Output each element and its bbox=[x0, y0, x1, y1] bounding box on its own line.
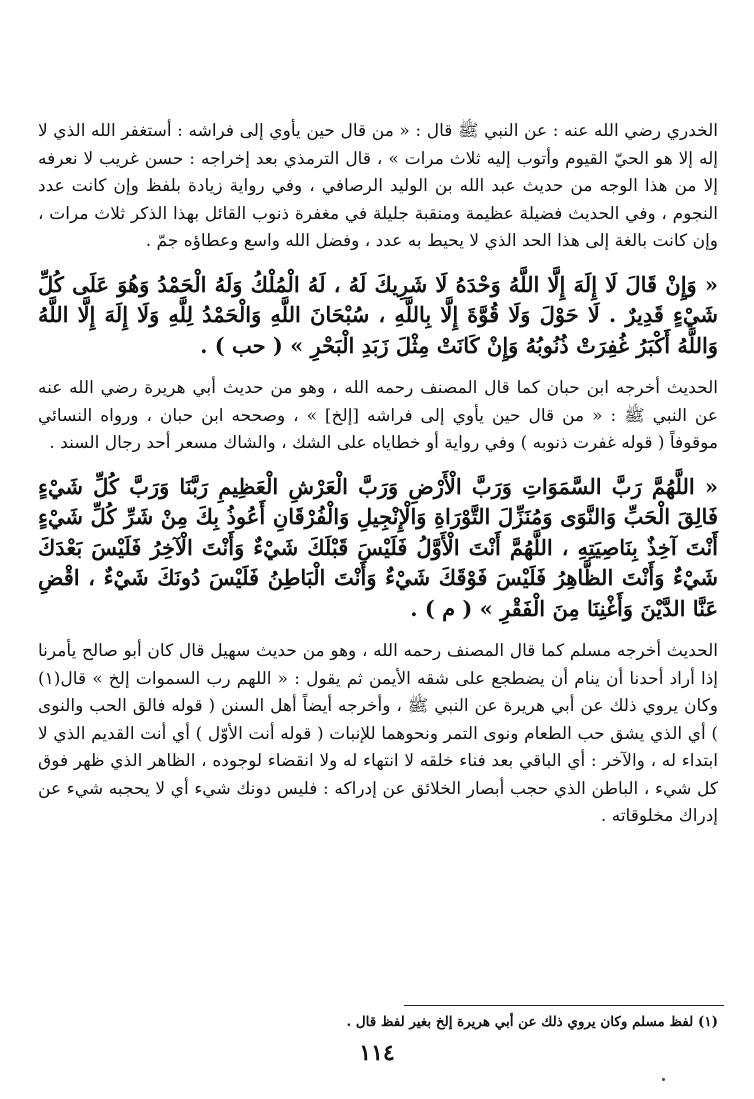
footnote-divider bbox=[404, 1005, 724, 1006]
commentary-paragraph: الخدري رضي الله عنه : عن النبي ﷺ قال : « من قال حين يأوي إلى فراشه : أستغفر الله الذي لا إله إلا هو الحيّ القيوم وأتوب إليه ثلاث مرات » ، قال الترمذي بعد إخراجه : حسن غريب لا نعرفه إلا من هذا الوجه من حديث عبد الله بن الوليد الرصافي ، وفي رواية زيادة بلفظ وإن كانت عدد النجوم ، وفي الحديث فضيلة عظيمة ومنقبة جليلة في مغفرة ذنوب القائل بهذا الذكر ثلاث مرات ، وإن كانت بالغة إلى هذا الحد الذي لا يحيط به عدد ، وفضل الله واسع وعطاؤه جمّ . bbox=[38, 121, 718, 251]
page-speck bbox=[662, 1078, 665, 1081]
hadith-text: « اللَّهُمَّ رَبَّ السَّمَوَاتِ وَرَبَّ الْأَرْضِ وَرَبَّ الْعَرْشِ الْعَظِيمِ رَبَّنَا وَرَبَّ كُلِّ شَيْءٍ فَالِقَ الْحَبِّ وَالنَّوَى وَمُنَزِّلَ التَّوْرَاةِ وَالْإِنْجِيلِ وَالْفُرْقَانِ أَعُوذُ بِكَ مِنْ شَرِّ كُلِّ شَيْءٍ أَنْتَ آخِذٌ بِنَاصِيَتِهِ ، اللَّهُمَّ أَنْتَ الْأَوَّلُ فَلَيْسَ قَبْلَكَ شَيْءٌ وَأَنْتَ الْآخِرُ فَلَيْسَ بَعْدَكَ شَيْءٌ وَأَنْتَ الظَّاهِرُ فَلَيْسَ فَوْقَكَ شَيْءٌ وَأَنْتَ الْبَاطِنُ فَلَيْسَ دُونَكَ شَيْءٌ ، اقْضِ عَنَّا الدَّيْنَ وَأَغْنِنَا مِنَ الْفَقْرِ » ( م ) . bbox=[38, 473, 718, 621]
page-number: ١١٤ bbox=[359, 1040, 395, 1066]
hadith-text: « وَإِنْ قَالَ لَا إِلَهَ إِلَّا اللَّهُ وَحْدَهُ لَا شَرِيكَ لَهُ ، لَهُ الْمُلْكُ وَلَهُ الْحَمْدُ وَهُوَ عَلَى كُلِّ شَيْءٍ قَدِيرٌ . لَا حَوْلَ وَلَا قُوَّةَ إِلَّا بِاللَّهِ ، سُبْحَانَ اللَّهِ وَالْحَمْدُ لِلَّهِ وَلَا إِلَهَ إِلَّا اللَّهُ وَاللَّهُ أَكْبَرُ غُفِرَتْ ذُنُوبُهُ وَإِنْ كَانَتْ مِثْلَ زَبَدِ الْبَحْرِ » ( حب ) . bbox=[38, 271, 718, 358]
commentary-paragraph: الحديث أخرجه مسلم كما قال المصنف رحمه الله ، وهو من حديث سهيل قال كان أبو صالح يأمرنا إذا أراد أحدنا أن ينام أن يضطجع على شقه الأيمن ثم يقول : « اللهم رب السموات إلخ » قال(١) وكان يروي ذلك عن أبي هريرة عن النبي ﷺ ، وأخرجه أيضاً أهل السنن ( قوله فالق الحب والنوى ) أي الذي يشق حب الطعام ونوى التمر ونحوهما للإنبات ( قوله أنت الأوّل ) أي أنت القديم الذي لا ابتداء له ، والآخر : أي الباقي بعد فناء خلقه لا انتهاء له ولا انقضاء لوجوده ، الظاهر الذي ظهر فوق كل شيء ، الباطن الذي حجب أبصار الخلائق عن إدراكه : فليس دونك شيء أي لا يحجبه شيء عن إدراك مخلوقاته . bbox=[38, 641, 718, 826]
page-body bbox=[38, 118, 718, 831]
commentary-paragraph: الحديث أخرجه ابن حبان كما قال المصنف رحمه الله ، وهو من حديث أبي هريرة رضي الله عنه عن النبي ﷺ : « من قال حين يأوي إلى فراشه [إلخ] » ، وصححه ابن حبان ، ورواه النسائي موقوفاً ( قوله غفرت ذنوبه ) وفي رواية أو خطاياه على الشك ، والشاك مسعر أحد رجال السند . bbox=[38, 378, 718, 453]
footnote: (١) لفظ مسلم وكان يروي ذلك عن أبي هريرة إلخ بغير لفظ قال . bbox=[346, 1014, 718, 1030]
